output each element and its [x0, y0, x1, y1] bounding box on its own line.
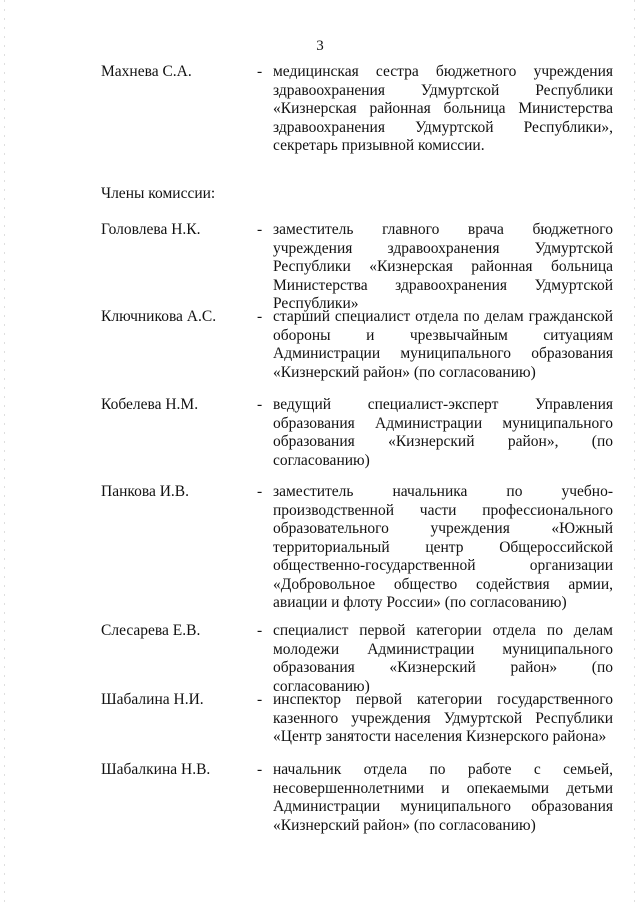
scan-edge-right [634, 0, 635, 905]
member-name: Ключникова А.С. [101, 308, 217, 325]
secretary-entry [101, 63, 613, 156]
member-description: заместитель главного врача бюджетного учреждения здравоохранения Удмуртской Республики «Кизнерская районная больница Министерства здравоохранения Удмуртской Республики» [273, 221, 613, 312]
member-description: инспектор первой категории государственного казенного учреждения Удмуртской Республики «Центр занятости населения Кизнерского района» [273, 691, 613, 745]
member-dash: - [257, 483, 263, 500]
member-entry [101, 622, 613, 696]
member-description: специалист первой категории отдела по делам молодежи Администрации муниципального образования «Кизнерский район» (по согласованию) [273, 622, 613, 695]
page-number: 3 [316, 38, 324, 54]
secretary-description: медицинская сестра бюджетного учреждения здравоохранения Удмуртской Республики «Кизнерская районная больница Министерства здравоохранения Удмуртской Республики», секретарь призывной комиссии. [273, 63, 613, 154]
members-heading: Члены комиссии: [101, 185, 216, 202]
member-dash: - [257, 308, 263, 325]
member-description: начальник отдела по работе с семьей, несовершеннолетними и опекаемыми детьми Администрации муниципального образования «Кизнерский район» (по согласованию) [273, 761, 613, 834]
member-description: ведущий специалист-эксперт Управления образования Администрации муниципального образования «Кизнерский район», (по согласованию) [273, 396, 613, 469]
member-dash: - [257, 761, 263, 778]
member-name: Шабалкина Н.В. [101, 761, 211, 778]
member-entry [101, 761, 613, 835]
member-name: Кобелева Н.М. [101, 396, 199, 413]
member-description: заместитель начальника по учебно-производственной части профессионального образовательного учреждения «Южный территориальный центр Общероссийской общественно-государственной организации «Добровольное общество содействия армии, авиации и флоту России» (по согласованию) [273, 483, 613, 611]
member-dash: - [257, 622, 263, 639]
secretary-name: Махнева С.А. [101, 63, 192, 80]
member-entry [101, 396, 613, 470]
member-dash: - [257, 221, 263, 238]
member-description: старший специалист отдела по делам гражданской обороны и чрезвычайным ситуациям Администрации муниципального образования «Кизнерский район» (по согласованию) [273, 308, 613, 381]
member-dash: - [257, 396, 263, 413]
member-name: Головлева Н.К. [101, 221, 201, 238]
secretary-dash: - [257, 63, 263, 80]
member-dash: - [257, 691, 263, 708]
member-name: Панкова И.В. [101, 483, 190, 500]
member-name: Шабалина Н.И. [101, 691, 204, 708]
member-entry [101, 691, 613, 747]
member-entry [101, 483, 613, 613]
member-entry [101, 308, 613, 382]
member-name: Слесарева Е.В. [101, 622, 201, 639]
scan-edge-left [4, 0, 5, 905]
member-entry [101, 221, 613, 314]
